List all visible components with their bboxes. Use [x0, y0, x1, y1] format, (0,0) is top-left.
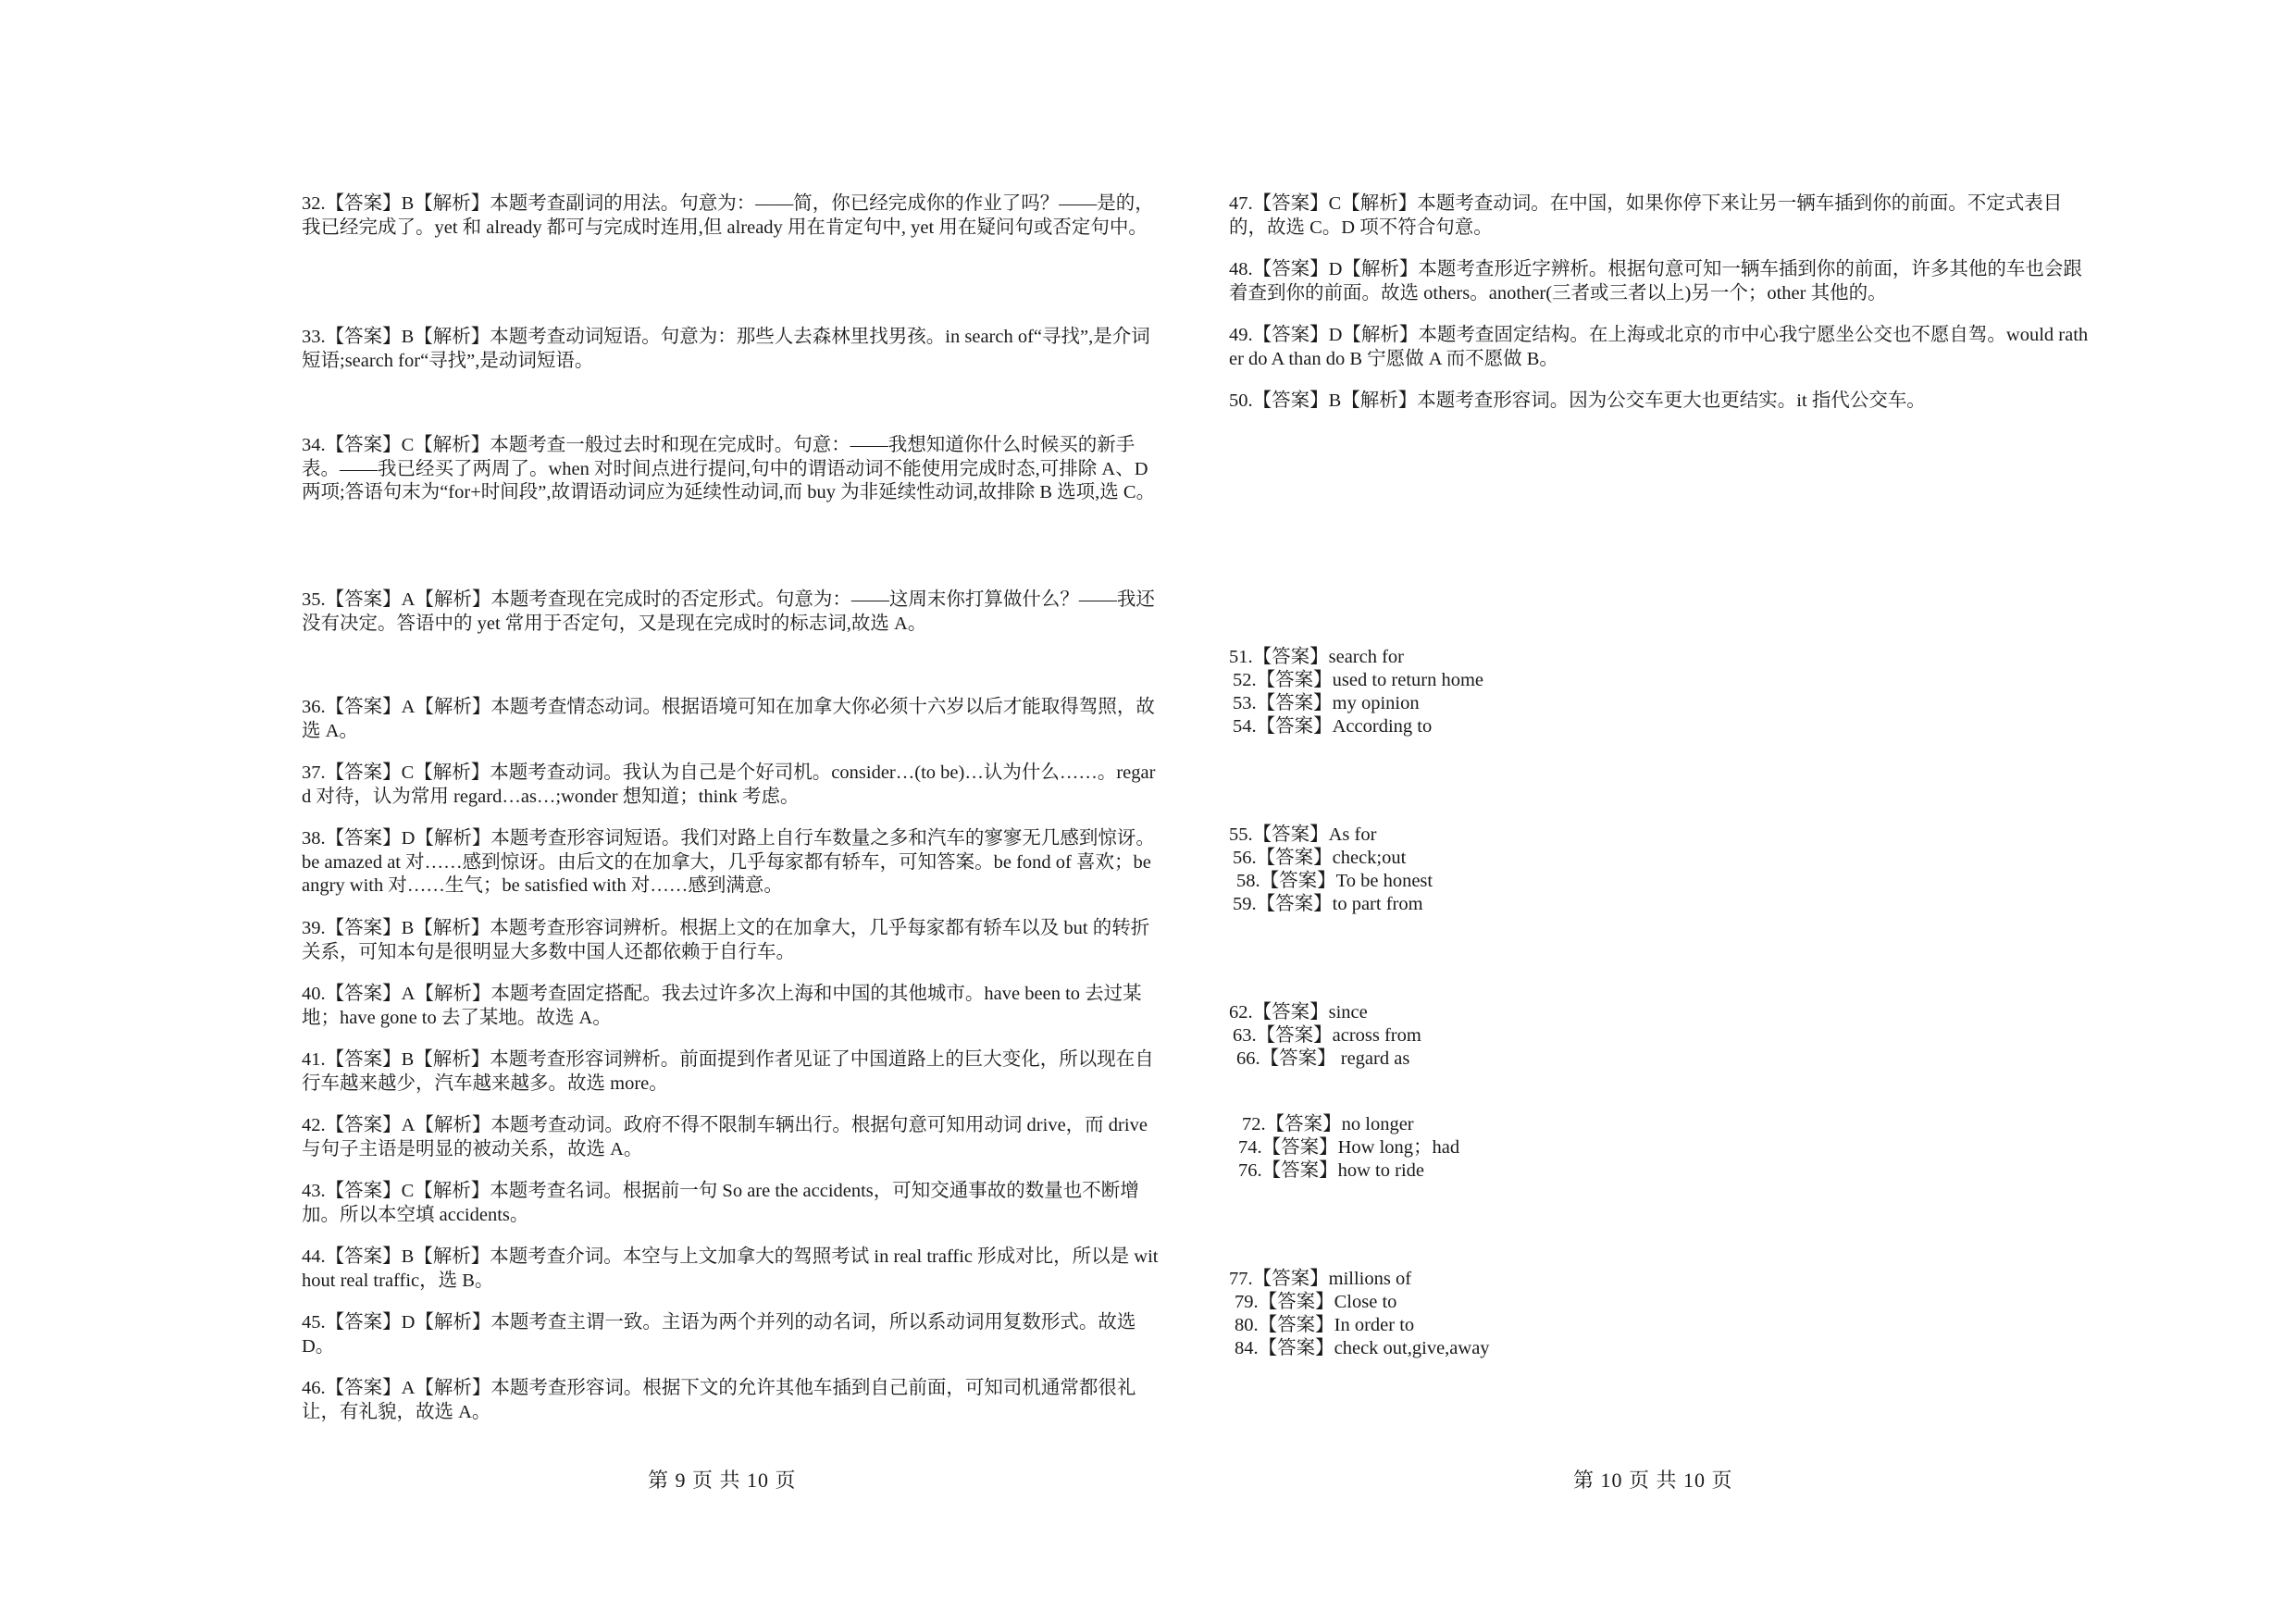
answer-line-72: 72.【答案】no longer	[1242, 1114, 1414, 1134]
answer-line-53: 53.【答案】my opinion	[1233, 693, 1420, 713]
answer-line-55: 55.【答案】As for	[1229, 824, 1377, 845]
answer-line-56: 56.【答案】check;out	[1233, 848, 1407, 868]
answer-line-62: 62.【答案】since	[1229, 1002, 1368, 1023]
answer-paragraph-42: 42.【答案】A【解析】本题考查动词。政府不得不限制车辆出行。根据句意可知用动词 drive，而 drive 与句子主语是明显的被动关系，故选 A。	[302, 1115, 1148, 1159]
answer-paragraph-45: 45.【答案】D【解析】本题考查主谓一致。主语为两个并列的动名词，所以系动词用复数形式。故选 D。	[302, 1312, 1136, 1357]
answer-line-59: 59.【答案】to part from	[1233, 894, 1423, 914]
answer-paragraph-33: 33.【答案】B【解析】本题考查动词短语。句意为：那些人去森林里找男孩。in search of“寻找”,是介词短语;search for“寻找”,是动词短语。	[302, 327, 1150, 371]
answer-paragraph-36: 36.【答案】A【解析】本题考查情态动词。根据语境可知在加拿大你必须十六岁以后才能取得驾照，故选 A。	[302, 697, 1155, 741]
page-footer-right: 第 10 页 共 10 页	[1573, 1469, 1733, 1492]
answer-paragraph-50: 50.【答案】B【解析】本题考查形容词。因为公交车更大也更结实。it 指代公交车。	[1229, 391, 1926, 411]
answer-line-66: 66.【答案】 regard as	[1236, 1048, 1410, 1069]
answer-paragraph-39: 39.【答案】B【解析】本题考查形容词辨析。根据上文的在加拿大，几乎每家都有轿车以及 but 的转折关系，可知本句是很明显大多数中国人还都依赖于自行车。	[302, 918, 1150, 962]
answer-line-54: 54.【答案】According to	[1233, 716, 1433, 737]
answer-paragraph-49: 49.【答案】D【解析】本题考查固定结构。在上海或北京的市中心我宁愿坐公交也不愿自驾。would rather do A than do B 宁愿做 A 而不愿做 B。	[1229, 325, 2089, 369]
answer-paragraph-37: 37.【答案】C【解析】本题考查动词。我认为自己是个好司机。consider…(to be)…认为什么……。regard 对待，认为常用 regard…as…;wonder 想知道；think 考虑。	[302, 762, 1156, 807]
answer-paragraph-40: 40.【答案】A【解析】本题考查固定搭配。我去过许多次上海和中国的其他城市。have been to 去过某地；have gone to 去了某地。故选 A。	[302, 984, 1142, 1028]
answer-line-84: 84.【答案】check out,give,away	[1235, 1338, 1490, 1358]
answer-line-79: 79.【答案】Close to	[1235, 1292, 1397, 1312]
answer-line-77: 77.【答案】millions of	[1229, 1269, 1412, 1289]
answer-line-80: 80.【答案】In order to	[1235, 1315, 1415, 1335]
answer-paragraph-47: 47.【答案】C【解析】本题考查动词。在中国，如果你停下来让另一辆车插到你的前面。不定式表目的，故选 C。D 项不符合句意。	[1229, 193, 2063, 238]
answer-paragraph-46: 46.【答案】A【解析】本题考查形容词。根据下文的允许其他车插到自己前面，可知司机通常都很礼让，有礼貌，故选 A。	[302, 1378, 1136, 1422]
answer-paragraph-35: 35.【答案】A【解析】本题考查现在完成时的否定形式。句意为：——这周末你打算做什么？——我还没有决定。答语中的 yet 常用于否定句，又是现在完成时的标志词,故选 A。	[302, 589, 1155, 634]
answer-line-63: 63.【答案】across from	[1233, 1025, 1421, 1046]
answer-line-76: 76.【答案】how to ride	[1238, 1160, 1424, 1181]
answer-line-52: 52.【答案】used to return home	[1233, 670, 1484, 690]
answer-paragraph-44: 44.【答案】B【解析】本题考查介词。本空与上文加拿大的驾照考试 in real traffic 形成对比，所以是 without real traffic，选 B。	[302, 1246, 1159, 1291]
page-footer-left: 第 9 页 共 10 页	[648, 1469, 797, 1492]
answer-line-74: 74.【答案】How long；had	[1238, 1137, 1460, 1158]
answer-paragraph-38: 38.【答案】D【解析】本题考查形容词短语。我们对路上自行车数量之多和汽车的寥寥无几感到惊讶。be amazed at 对……感到惊讶。由后文的在加拿大，几乎每家都有轿车，可知答案。be fond of 喜欢；be angry with 对……生气；be satisfied with 对……感到满意。	[302, 828, 1155, 896]
answer-paragraph-34: 34.【答案】C【解析】本题考查一般过去时和现在完成时。句意：——我想知道你什么时候买的新手表。——我已经买了两周了。when 对时间点进行提问,句中的谓语动词不能使用完成时态,可排除 A、D 两项;答语句末为“for+时间段”,故谓语动词应为延续性动词,而 buy 为非延续性动词,故排除 B 选项,选 C。	[302, 435, 1156, 502]
answer-paragraph-32: 32.【答案】B【解析】本题考查副词的用法。句意为：——简，你已经完成你的作业了吗？——是的，我已经完成了。yet 和 already 都可与完成时连用,但 already 用在肯定句中, yet 用在疑问句或否定句中。	[302, 193, 1154, 238]
answer-paragraph-41: 41.【答案】B【解析】本题考查形容词辨析。前面提到作者见证了中国道路上的巨大变化，所以现在自行车越来越少，汽车越来越多。故选 more。	[302, 1049, 1154, 1094]
answer-paragraph-43: 43.【答案】C【解析】本题考查名词。根据前一句 So are the accidents，可知交通事故的数量也不断增加。所以本空填 accidents。	[302, 1181, 1139, 1225]
answer-line-58: 58.【答案】To be honest	[1236, 871, 1433, 891]
answer-line-51: 51.【答案】search for	[1229, 647, 1405, 667]
answer-paragraph-48: 48.【答案】D【解析】本题考查形近字辨析。根据句意可知一辆车插到你的前面，许多其他的车也会跟着查到你的前面。故选 others。another(三者或三者以上)另一个；other 其他的。	[1229, 259, 2082, 304]
